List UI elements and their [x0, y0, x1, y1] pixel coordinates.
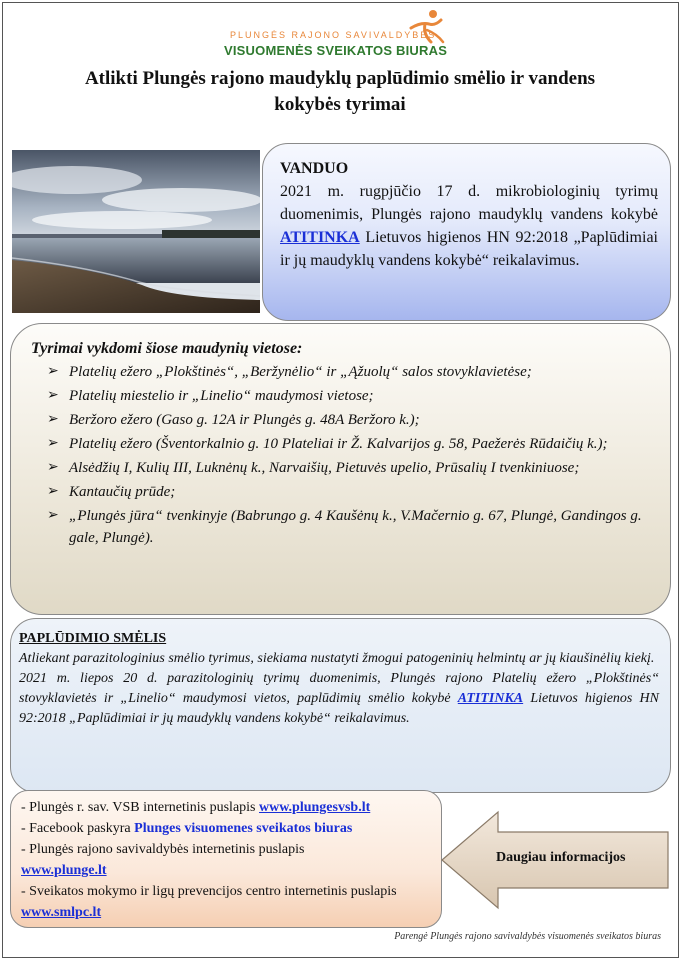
list-item: ➢ Beržoro ežero (Gaso g. 12A ir Plungės g. 48A Beržoro k.);: [47, 409, 657, 431]
beach-lake-photo: [12, 150, 260, 313]
bullet-arrow-icon: ➢: [47, 412, 59, 427]
logo: [222, 8, 472, 64]
smlpc-website-link[interactable]: www.smlpc.lt: [21, 905, 102, 920]
page-title-line1: Atlikti Plungės rajono maudyklų paplūdimio smėlio ir vandens: [84, 68, 596, 89]
bullet-arrow-icon: ➢: [47, 508, 59, 523]
bullet-arrow-icon: ➢: [47, 364, 59, 379]
sand-paragraph-1: Atliekant parazitologinius smėlio tyrimus, siekiama nustatyti žmogui patogeninių helmintų ar jų kiaušinėlių kiekį.: [19, 651, 655, 666]
sand-paragraph-2: 2021 m. liepos 20 d. parazitologinių tyrimų duomenimis, Plungės rajono Platelių ežero „Plokštinės“ stovyklavietės ir „Linelio“ maudymosi vietos, paplūdimių smėlio kokybė ATITINKA Lietuvos higienos HN 92:2018 „Paplūdimiai ir jų maudyklų vandens kokybė“ reikalavimus.: [19, 671, 659, 726]
vsb-website-link[interactable]: www.plungesvsb.lt: [259, 800, 371, 815]
footer-credit: Parengė Plungės rajono savivaldybės visuomenės sveikatos biuras: [394, 931, 661, 942]
water-section: [262, 143, 671, 321]
info-item-smlpc: - Sveikatos mokymo ir ligų prevencijos centro internetinis puslapis www.smlpc.lt: [21, 884, 397, 920]
water-status: ATITINKA: [280, 229, 360, 246]
facebook-link[interactable]: Plunges visuomenes sveikatos biuras: [134, 821, 353, 836]
water-heading: VANDUO: [280, 160, 349, 177]
more-info-label: Daugiau informacijos: [496, 850, 626, 865]
water-text: [280, 180, 658, 272]
bullet-arrow-icon: ➢: [47, 388, 59, 403]
list-item: ➢ Platelių miestelio ir „Linelio“ maudymosi vietose;: [47, 385, 657, 407]
logo-top-text: PLUNGĖS RAJONO SAVIVALDYBĖS: [230, 30, 437, 40]
logo-main-text: VISUOMENĖS SVEIKATOS BIURAS: [224, 43, 448, 58]
bullet-arrow-icon: ➢: [47, 484, 59, 499]
list-item: ➢ Alsėdžių I, Kulių III, Luknėnų k., Narvaišių, Pietuvės upelio, Prūsalių I tvenkiniuose;: [47, 457, 657, 479]
sand-text: [19, 649, 659, 729]
info-item-municipality: - Plungės rajono savivaldybės internetinis puslapis: [21, 842, 305, 857]
municipality-website-link[interactable]: www.plunge.lt: [21, 863, 107, 878]
list-item: ➢ Platelių ežero „Plokštinės“, „Beržynėlio“ ir „Ąžuolų“ salos stovyklavietėse;: [47, 361, 657, 383]
info-item-municipality-link: [21, 860, 436, 881]
sand-status: ATITINKA: [457, 691, 524, 706]
list-item: ➢ Kantaučių prūde;: [47, 481, 657, 503]
info-section: [10, 790, 442, 928]
sites-section: [10, 323, 671, 615]
info-item-vsb: - Plungės r. sav. VSB internetinis puslapis www.plungesvsb.lt: [21, 800, 371, 815]
list-item: ➢ Platelių ežero (Šventorkalnio g. 10 Plateliai ir Ž. Kalvarijos g. 58, Paežerės Rūdaičių k.);: [47, 433, 657, 455]
page-title-line2: kokybės tyrimai: [274, 94, 406, 115]
water-text-after: Lietuvos higienos HN 92:2018 „Paplūdimiai ir jų maudyklų vandens kokybė“ reikalavimus.: [280, 229, 658, 269]
sand-section: [10, 618, 671, 793]
running-person-icon: [407, 8, 447, 48]
sand-heading: PAPLŪDIMIO SMĖLIS: [19, 631, 167, 646]
bullet-arrow-icon: ➢: [47, 460, 59, 475]
info-list: [21, 797, 436, 923]
sites-list: [47, 361, 657, 551]
page-title: [40, 66, 640, 118]
bullet-arrow-icon: ➢: [47, 436, 59, 451]
list-item: ➢ „Plungės jūra“ tvenkinyje (Babrungo g. 4 Kaušėnų k., V.Mačernio g. 67, Plungė, Gandingos g. gale, Plungė).: [47, 505, 657, 549]
water-text-before: 2021 m. rugpjūčio 17 d. mikrobiologinių tyrimų duomenimis, Plungės rajono maudyklų vandens kokybė: [280, 183, 658, 223]
sites-heading: Tyrimai vykdomi šiose maudynių vietose:: [31, 340, 303, 357]
info-item-facebook: - Facebook paskyra Plunges visuomenes sveikatos biuras: [21, 821, 353, 836]
